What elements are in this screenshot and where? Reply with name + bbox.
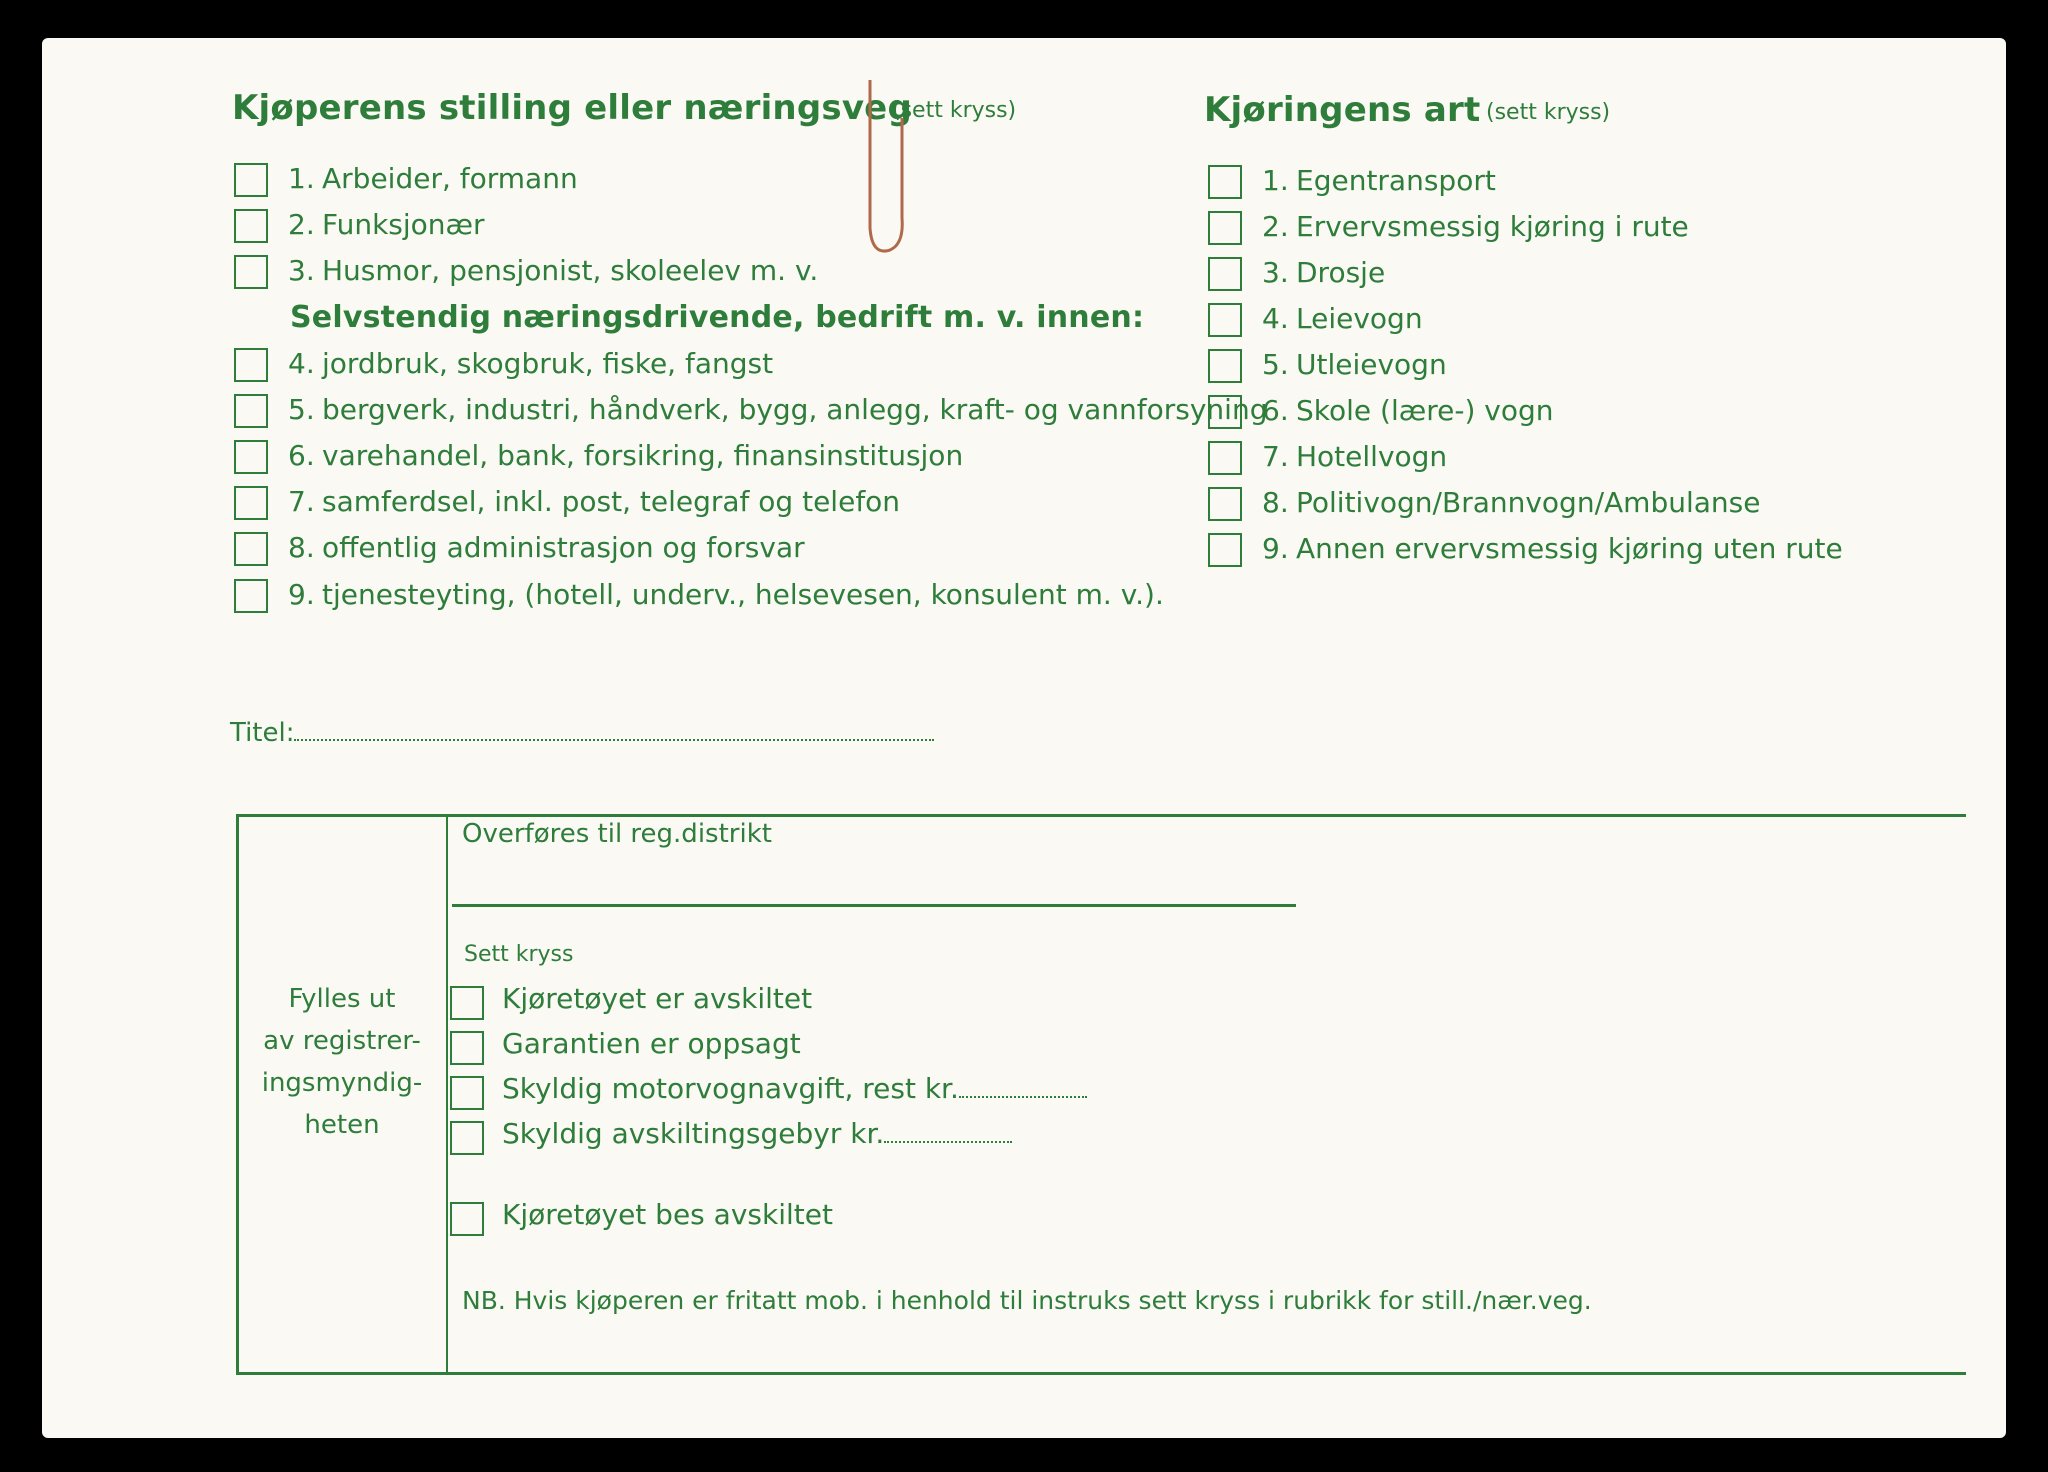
left-section-hint: (sett kryss)	[892, 98, 1017, 123]
checkbox-kjoring-6[interactable]	[1208, 395, 1242, 429]
bottom-box-left-line	[236, 814, 239, 1375]
list-item: 3. Husmor, pensjonist, skoleelev m. v.	[288, 254, 819, 287]
list-item: 5. bergverk, industri, håndverk, bygg, anlegg, kraft- og vannforsyning	[288, 393, 1268, 426]
paperclip-mark	[850, 78, 910, 268]
checkbox-kjoring-7[interactable]	[1208, 441, 1242, 475]
list-item: 1. Arbeider, formann	[288, 162, 578, 195]
titel-field[interactable]	[230, 718, 934, 748]
list-item: 2. Funksjonær	[288, 208, 485, 241]
bottom-box-divider	[446, 814, 448, 1375]
form-card	[42, 38, 2006, 1438]
checkbox-kjoring-3[interactable]	[1208, 257, 1242, 291]
checkbox-avskiltingsgebyr[interactable]	[450, 1121, 484, 1155]
checkbox-stilling-2[interactable]	[234, 209, 268, 243]
list-item: 7. samferdsel, inkl. post, telegraf og telefon	[288, 485, 901, 518]
checkbox-bes-avskiltet[interactable]	[450, 1202, 484, 1236]
list-item: 1. Egentransport	[1262, 164, 1496, 197]
registration-side-label: Fylles ut av registrer- ingsmyndig- heten	[261, 984, 423, 1140]
checkbox-stilling-5[interactable]	[234, 394, 268, 428]
list-item: 8. Politivogn/Brannvogn/Ambulanse	[1262, 486, 1761, 519]
checkbox-stilling-6[interactable]	[234, 440, 268, 474]
checkbox-stilling-7[interactable]	[234, 486, 268, 520]
checkbox-kjoring-9[interactable]	[1208, 533, 1242, 567]
checkbox-kjoring-5[interactable]	[1208, 349, 1242, 383]
check-label-motorvognavgift: Skyldig motorvognavgift, rest kr.	[502, 1072, 1087, 1105]
list-item: 9. Annen ervervsmessig kjøring uten rute	[1262, 532, 1843, 565]
list-item: 3. Drosje	[1262, 256, 1386, 289]
sett-kryss-label: Sett kryss	[464, 942, 574, 967]
list-item: 4. jordbruk, skogbruk, fiske, fangst	[288, 347, 774, 380]
checkbox-kjoring-1[interactable]	[1208, 165, 1242, 199]
list-item: 6. varehandel, bank, forsikring, finansinstitusjon	[288, 439, 964, 472]
titel-label: Titel:	[230, 718, 295, 748]
checkbox-avskiltet[interactable]	[450, 986, 484, 1020]
subheading: Selvstendig næringsdrivende, bedrift m. v. innen:	[290, 300, 1145, 335]
list-item: 5. Utleievogn	[1262, 348, 1447, 381]
checkbox-garanti[interactable]	[450, 1031, 484, 1065]
checkbox-stilling-9[interactable]	[234, 579, 268, 613]
check-label-avskiltet: Kjøretøyet er avskiltet	[502, 982, 813, 1015]
checkbox-motorvognavgift[interactable]	[450, 1076, 484, 1110]
list-item: 9. tjenesteyting, (hotell, underv., helsevesen, konsulent m. v.).	[288, 578, 1164, 611]
bottom-box-top-line	[236, 814, 1966, 817]
left-section-title: Kjøperens stilling eller næringsveg	[232, 88, 912, 128]
checkbox-stilling-8[interactable]	[234, 532, 268, 566]
checkbox-stilling-3[interactable]	[234, 255, 268, 289]
transfer-district-line[interactable]	[452, 904, 1296, 907]
checkbox-kjoring-2[interactable]	[1208, 211, 1242, 245]
right-section-title: Kjøringens art	[1204, 90, 1481, 130]
transfer-label: Overføres til reg.distrikt	[462, 819, 772, 849]
checkbox-kjoring-8[interactable]	[1208, 487, 1242, 521]
list-item: 7. Hotellvogn	[1262, 440, 1448, 473]
list-item: 8. offentlig administrasjon og forsvar	[288, 531, 805, 564]
list-item: 6. Skole (lære-) vogn	[1262, 394, 1554, 427]
list-item: 2. Ervervsmessig kjøring i rute	[1262, 210, 1689, 243]
note-text: NB. Hvis kjøperen er fritatt mob. i henhold til instruks sett kryss i rubrikk for still./nær.veg.	[462, 1286, 1592, 1315]
checkbox-stilling-1[interactable]	[234, 163, 268, 197]
list-item: 4. Leievogn	[1262, 302, 1423, 335]
checkbox-kjoring-4[interactable]	[1208, 303, 1242, 337]
check-label-garanti: Garantien er oppsagt	[502, 1027, 801, 1060]
bottom-box-bottom-line	[236, 1372, 1966, 1375]
check-label-bes-avskiltet: Kjøretøyet bes avskiltet	[502, 1198, 833, 1231]
right-section-hint: (sett kryss)	[1486, 100, 1611, 125]
checkbox-stilling-4[interactable]	[234, 348, 268, 382]
check-label-avskiltingsgebyr: Skyldig avskiltingsgebyr kr.	[502, 1117, 1012, 1150]
